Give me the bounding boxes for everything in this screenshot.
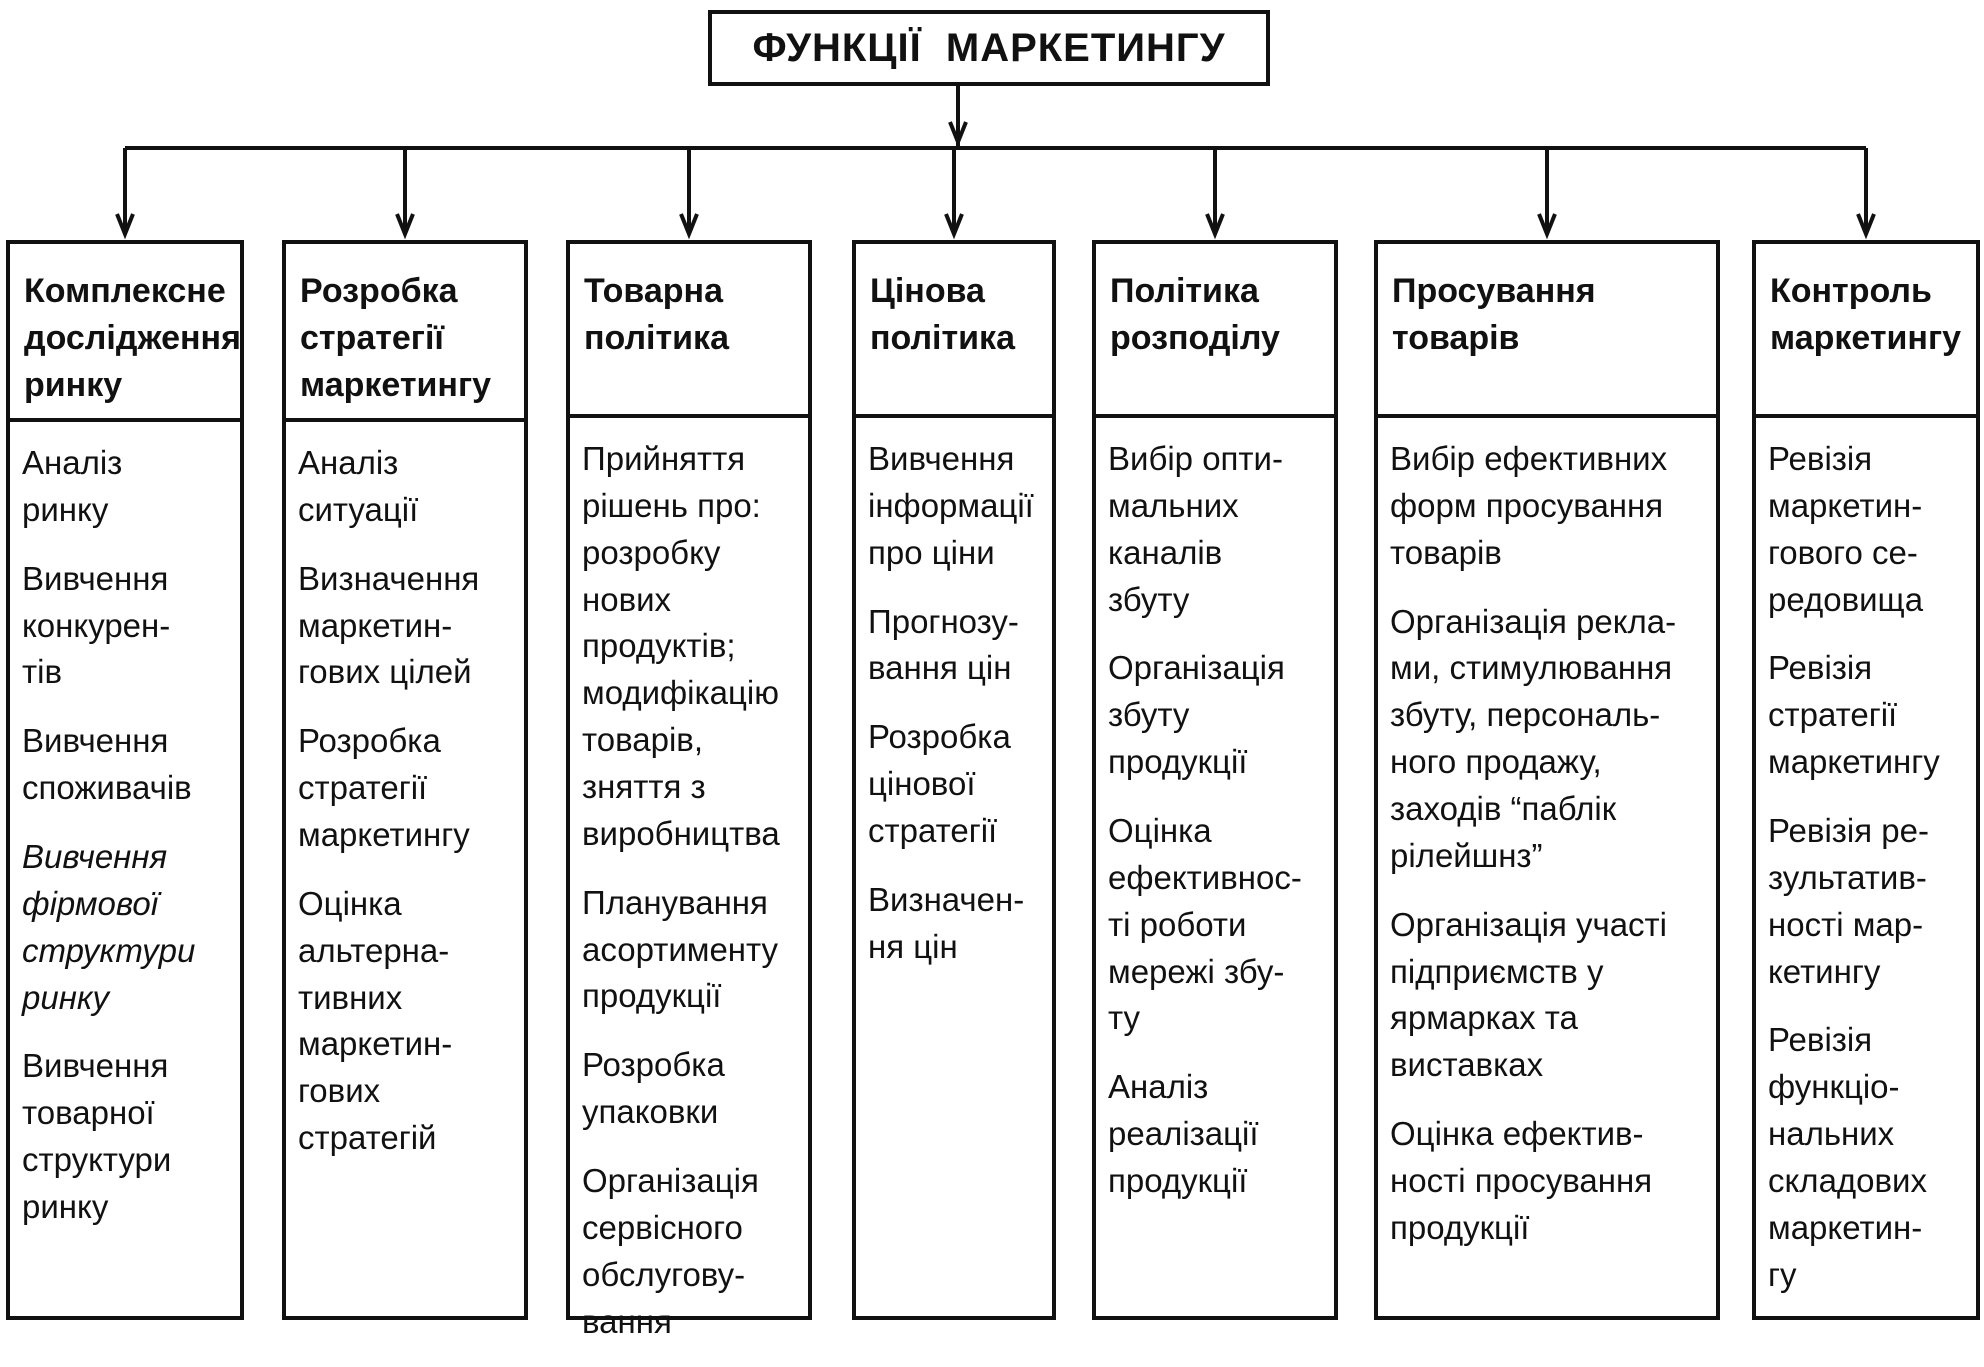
function-item: Вивчення фірмової структури ринку — [22, 838, 196, 1016]
function-item: Ревізія функціо- нальних складових маркетин- гу — [1768, 1021, 1927, 1293]
column-header: Комплексне дослідження ринку — [10, 244, 240, 422]
column-header: Товарна політика — [570, 244, 808, 418]
function-item: Організація збуту продукції — [1108, 649, 1285, 781]
function-item: Визначення маркетин- гових цілей — [298, 559, 480, 691]
column-items — [856, 418, 1052, 1316]
column-marketing-control — [1752, 240, 1980, 1320]
function-item: Організація рекла- ми, стимулювання збуту, персональ- ного продажу, заходів “паблік рілейшнз” — [1390, 602, 1677, 874]
function-item: Розробка стратегії маркетингу — [298, 722, 470, 854]
function-item: Прийняття рішень про: розробку нових продуктів; модифікацію товарів, зняття з виробництва — [582, 440, 780, 852]
column-header: Контроль маркетингу — [1756, 244, 1976, 418]
column-market-research — [6, 240, 244, 1320]
function-item: Аналіз реалізації продукції — [1108, 1068, 1259, 1200]
column-header: Розробка стратегії маркетингу — [286, 244, 524, 422]
column-product-policy — [566, 240, 812, 1340]
function-item: Аналіз ринку — [22, 444, 123, 528]
function-item: Розробка упаковки — [582, 1046, 725, 1131]
function-item: Ревізія стратегії маркетингу — [1768, 649, 1940, 781]
function-item: Ревізія ре- зультатив- ності мар- кетингу — [1768, 812, 1929, 990]
column-distribution-policy — [1092, 240, 1338, 1320]
column-header: Цінова політика — [856, 244, 1052, 418]
function-item: Організація сервісного обслугову- вання — [582, 1162, 759, 1340]
column-items — [10, 422, 240, 1316]
function-item: Організація участі підприємств у ярмарках та виставках — [1390, 905, 1667, 1084]
root-title: ФУНКЦІЇ МАРКЕТИНГУ — [752, 25, 1226, 70]
function-item: Прогнозу- вання цін — [868, 602, 1019, 687]
function-item: Вивчення споживачів — [22, 722, 192, 807]
column-promotion — [1374, 240, 1720, 1320]
function-item: Визначен- ня цін — [868, 880, 1025, 965]
column-price-policy — [852, 240, 1056, 1320]
function-item: Оцінка альтерна- тивних маркетин- гових стратегій — [298, 884, 453, 1157]
column-items — [1756, 418, 1976, 1321]
column-header: Політика розподілу — [1096, 244, 1334, 418]
column-items — [570, 418, 808, 1367]
column-items — [1378, 418, 1716, 1316]
function-item: Розробка цінової стратегії — [868, 718, 1011, 850]
root-box-marketing-functions — [708, 10, 1270, 86]
column-strategy-development — [282, 240, 528, 1320]
function-item: Аналіз ситуації — [298, 444, 419, 528]
function-item: Вивчення інформації про ціни — [868, 440, 1034, 571]
function-item: Вивчення конкурен- тів — [22, 559, 171, 691]
column-items — [286, 422, 524, 1316]
function-item: Вибір ефективних форм просування товарів — [1390, 440, 1668, 571]
function-item: Вибір опти- мальних каналів збуту — [1108, 440, 1283, 618]
column-header: Просування товарів — [1378, 244, 1716, 418]
function-item: Ревізія маркетин- гового се- редовища — [1768, 440, 1924, 618]
function-item: Планування асортименту продукції — [582, 883, 779, 1015]
column-items — [1096, 418, 1334, 1316]
function-item: Вивчення товарної структури ринку — [22, 1047, 172, 1226]
function-item: Оцінка ефективнос- ті роботи мережі збу- ту — [1108, 812, 1302, 1037]
function-item: Оцінка ефектив- ності просування продукції — [1390, 1115, 1653, 1246]
